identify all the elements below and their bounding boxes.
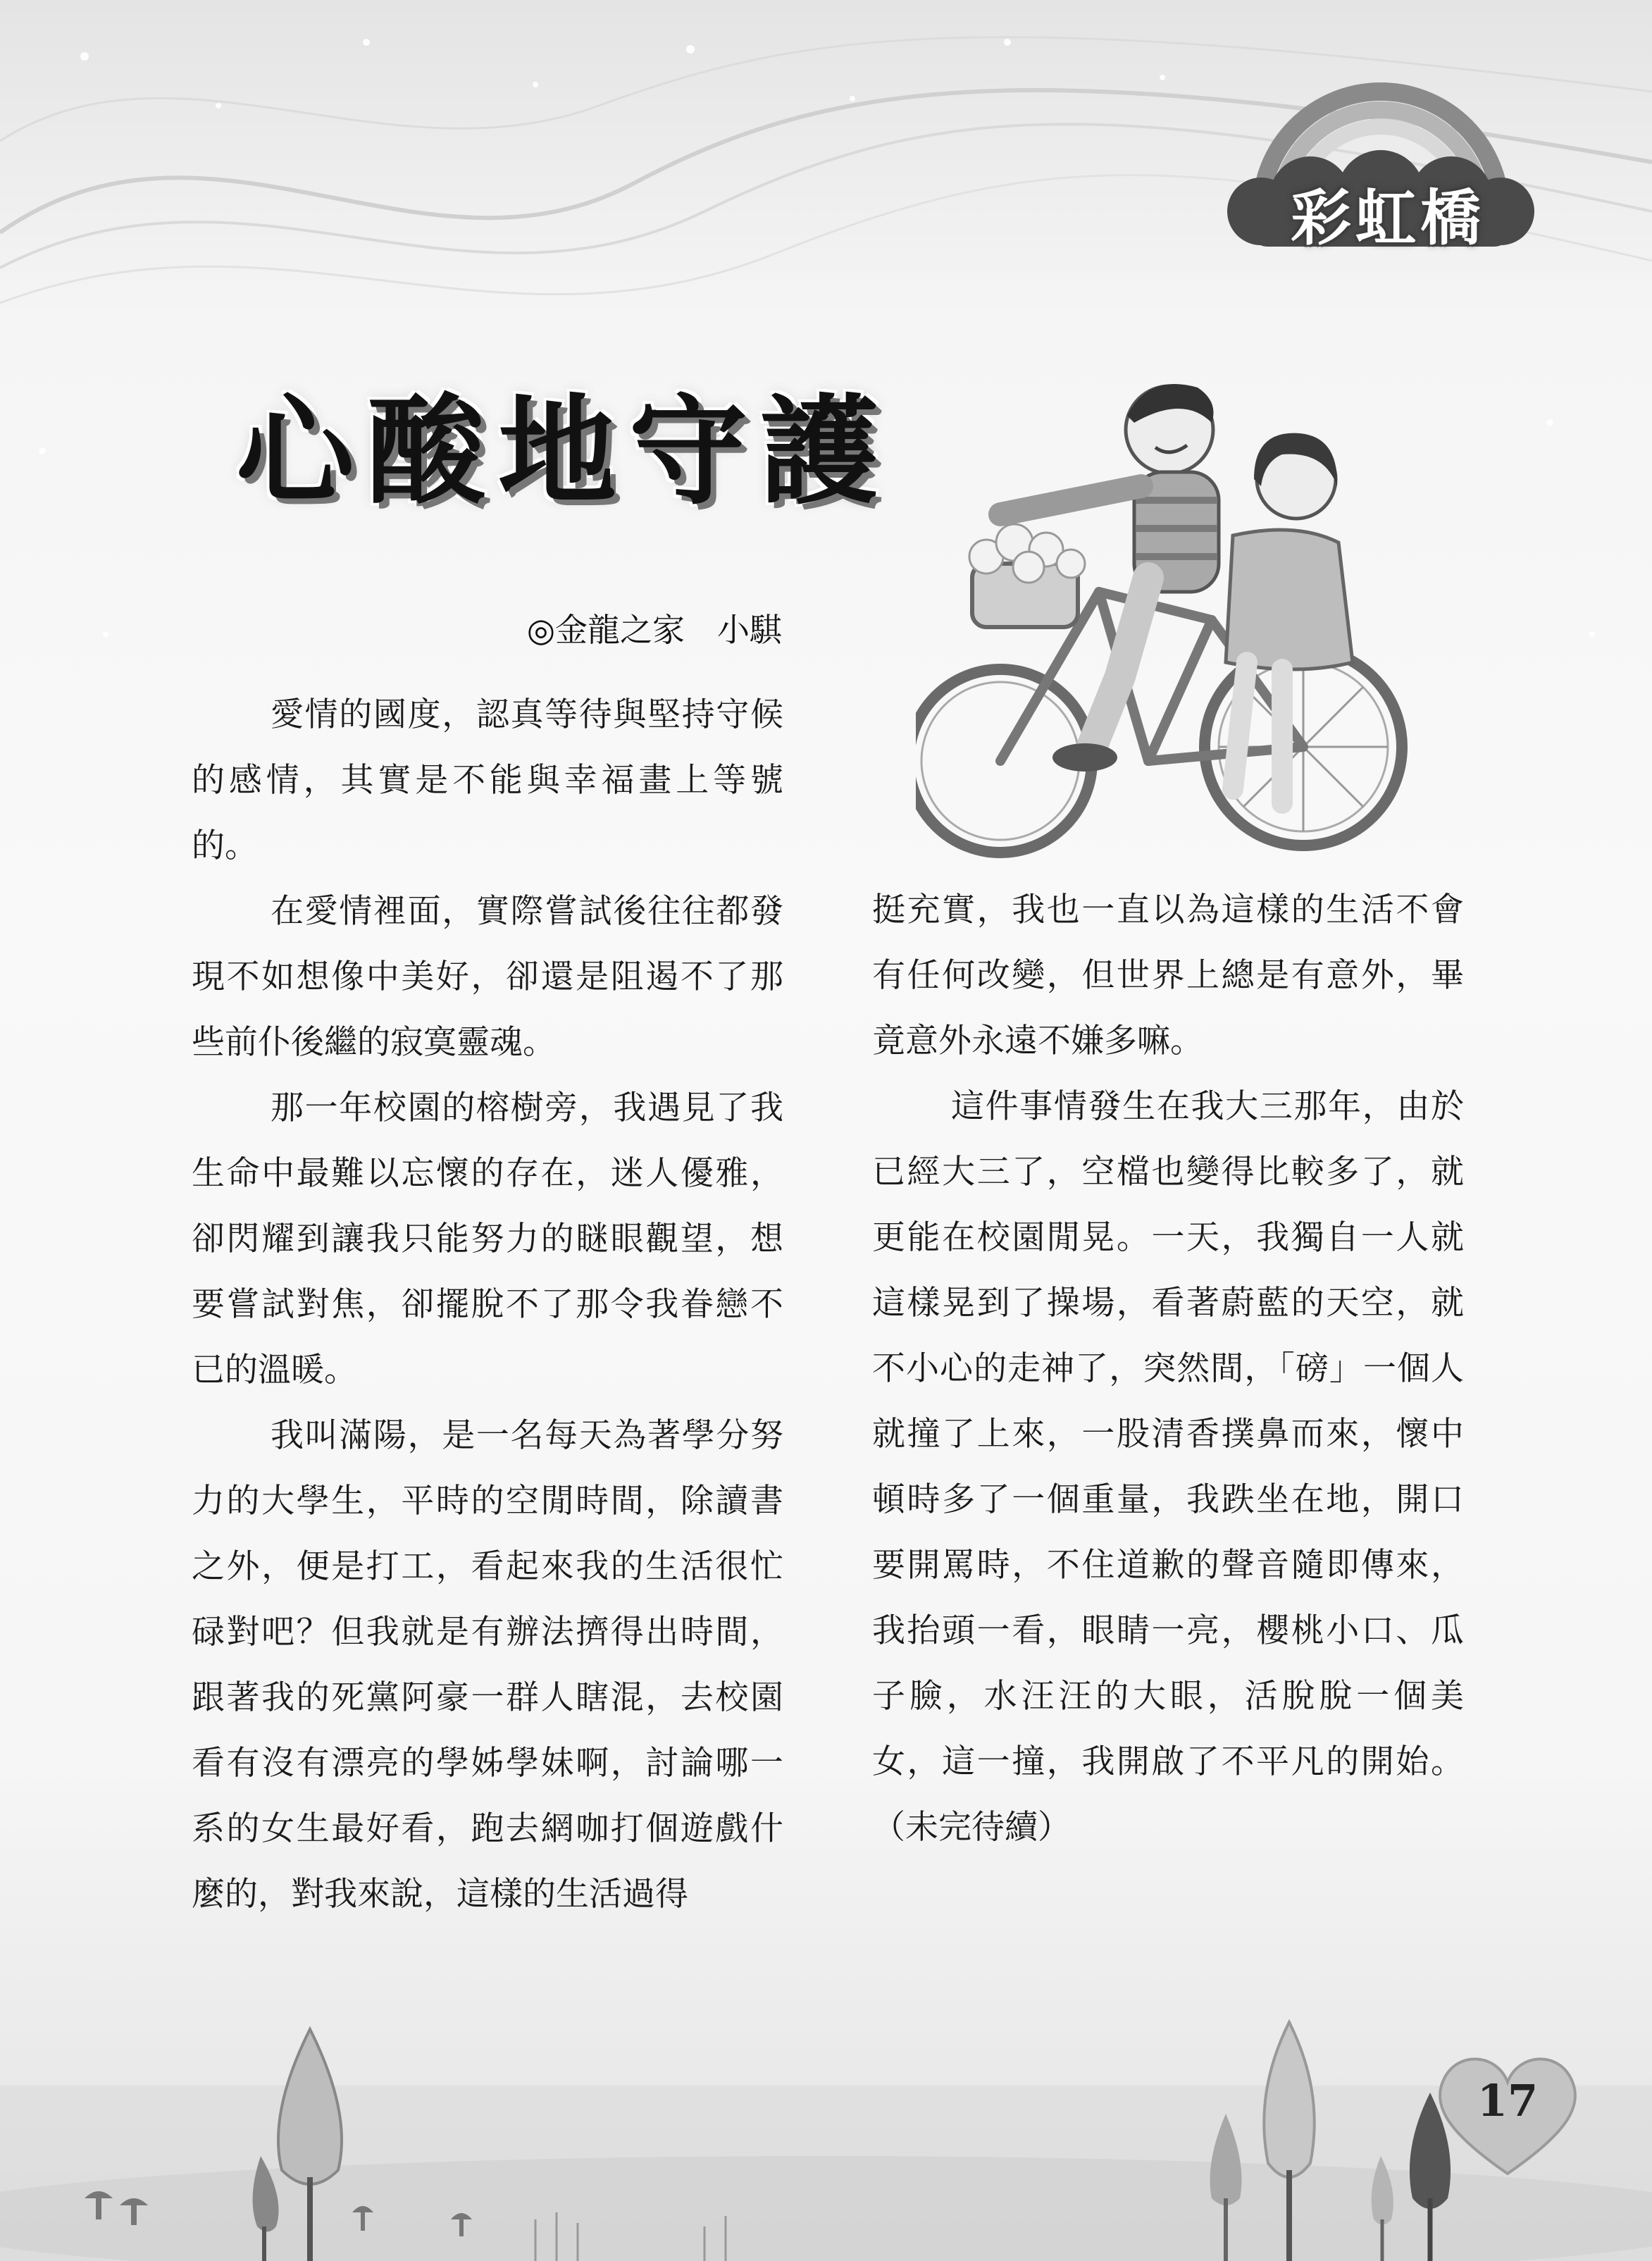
page-number-badge: [1430, 2043, 1585, 2184]
paragraph: 愛情的國度，認真等待與堅持守候的感情，其實是不能與幸福畫上等號的。: [192, 695, 783, 865]
tree-icon: [278, 2029, 342, 2261]
paragraph-continued: 挺充實，我也一直以為這樣的生活不會有任何改變，但世界上總是有意外，畢竟意外永遠不嫌多嘛。: [872, 891, 1464, 1060]
tree-icon: [1210, 2114, 1242, 2261]
article-column-right: [872, 877, 1464, 1860]
section-label: 彩虹橋: [1291, 183, 1485, 254]
article-title: 心酸地守護: [236, 381, 891, 521]
paragraph: 那一年校園的榕樹旁，我遇見了我生命中最難以忘懷的存在，迷人優雅，卻閃耀到讓我只能努力的瞇眼觀望，想要嘗試對焦，卻擺脫不了那令我眷戀不已的溫暖。: [192, 1089, 783, 1389]
page-number: 17: [1477, 2075, 1539, 2126]
byline: ◎金龍之家 小騏: [526, 611, 782, 649]
tree-icon: [1372, 2156, 1393, 2261]
paragraph: 我叫滿陽，是一名每天為著學分努力的大學生，平時的空閒時間，除讀書之外，便是打工，看起來我的生活很忙碌對吧？但我就是有辦法擠得出時間，跟著我的死黨阿豪一群人瞎混，去校園看有沒有漂亮的學姊學妹啊，討論哪一系的女生最好看，跑去網咖打個遊戲什麼的，對我來說，這樣的生活過得: [192, 1416, 783, 1914]
section-badge: [1219, 70, 1543, 254]
tree-icon: [1264, 2022, 1314, 2261]
bottom-scenery: [0, 1987, 1652, 2261]
article-column-left: [192, 682, 783, 1927]
paragraph: 這件事情發生在我大三那年，由於已經大三了，空檔也變得比較多了，就更能在校園閒晃。一天，我獨自一人就這樣晃到了操場，看著蔚藍的天空，就不小心的走神了，突然間，「磅」一個人就撞了上來，一股清香撲鼻而來，懷中頓時多了一個重量，我跌坐在地，開口要開罵時，不住道歉的聲音隨即傳來，我抬頭一看，眼睛一亮，櫻桃小口、瓜子臉，水汪汪的大眼，活脫脫一個美女，這一撞，我開啟了不平凡的開始。（未完待續）: [872, 1087, 1464, 1847]
paragraph: 在愛情裡面，實際嘗試後往往都發現不如想像中美好，卻還是阻遏不了那些前仆後繼的寂寞靈魂。: [192, 892, 783, 1062]
tree-icon: [253, 2156, 279, 2261]
bicycle-couple-illustration: [916, 366, 1423, 874]
